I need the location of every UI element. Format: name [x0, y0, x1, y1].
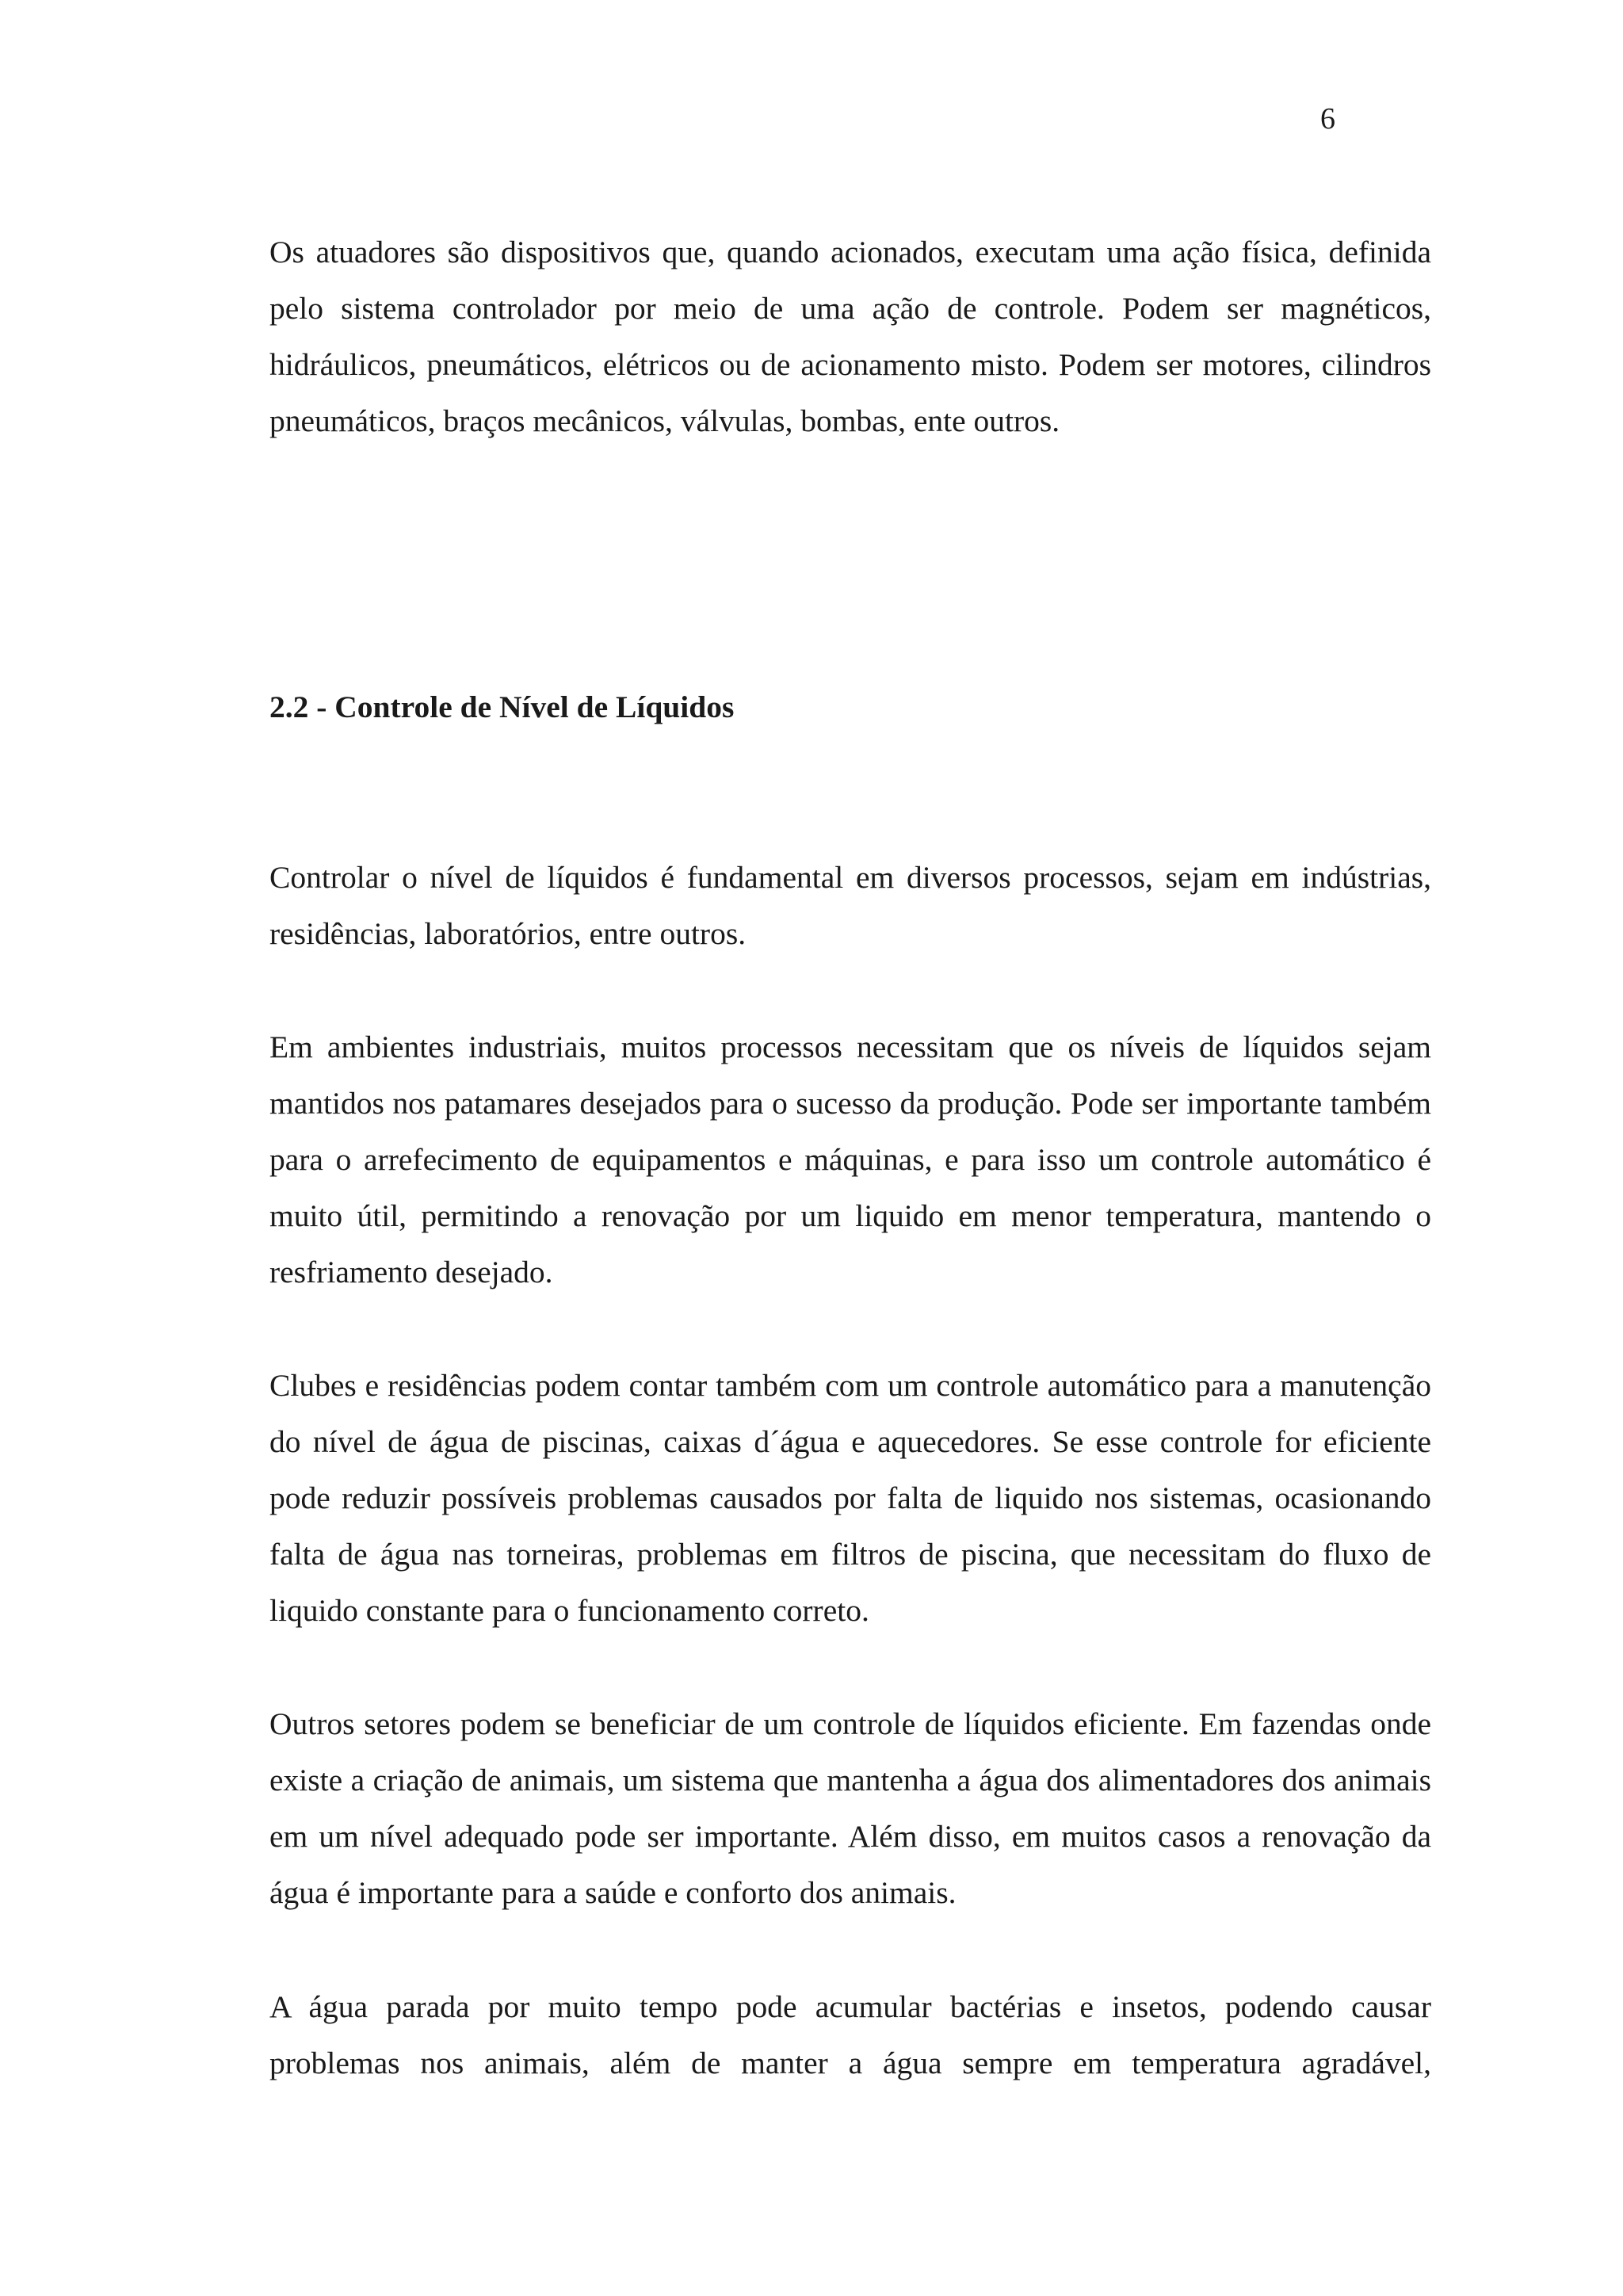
paragraph-atuadores: Os atuadores são dispositivos que, quando acionados, executam uma ação física, definida pelo sistema controlador por meio de uma ação de controle. Podem ser magnéticos, hidráulicos, pneumáticos, elétricos ou de acionamento misto. Podem ser motores, cilindros pneumáticos, braços mecânicos, válvulas, bombas, ente outros. — [269, 235, 1431, 438]
paragraph-agua-parada: A água parada por muito tempo pode acumular bactérias e insetos, podendo causar problemas nos animais, além de manter a água sempre em temperatura agradável, — [269, 1989, 1431, 2080]
page-number: 6 — [1320, 102, 1335, 136]
paragraph-clubes-residencias: Clubes e residências podem contar também com um controle automático para a manutenção do nível de água de piscinas, caixas d´água e aquecedores. Se esse controle for eficiente pode reduzir possíveis problemas causados por falta de liquido nos sistemas, ocasionando falta de água nas torneiras, problemas em filtros de piscina, que necessitam do fluxo de liquido constante para o funcionamento correto. — [269, 1368, 1431, 1628]
section-heading: 2.2 - Controle de Nível de Líquidos — [269, 690, 735, 724]
paragraph-ambientes-industriais: Em ambientes industriais, muitos processos necessitam que os níveis de líquidos sejam mantidos nos patamares desejados para o sucesso da produção. Pode ser importante também para o arrefecimento de equipamentos e máquinas, e para isso um controle automático é muito útil, permitindo a renovação por um liquido em menor temperatura, mantendo o resfriamento desejado. — [269, 1030, 1431, 1289]
paragraph-controlar-nivel: Controlar o nível de líquidos é fundamental em diversos processos, sejam em indústrias, residências, laboratórios, entre outros. — [269, 860, 1431, 951]
paragraph-outros-setores: Outros setores podem se beneficiar de um controle de líquidos eficiente. Em fazendas onde existe a criação de animais, um sistema que mantenha a água dos alimentadores dos animais em um nível adequado pode ser importante. Além disso, em muitos casos a renovação da água é importante para a saúde e conforto dos animais. — [269, 1706, 1431, 1910]
